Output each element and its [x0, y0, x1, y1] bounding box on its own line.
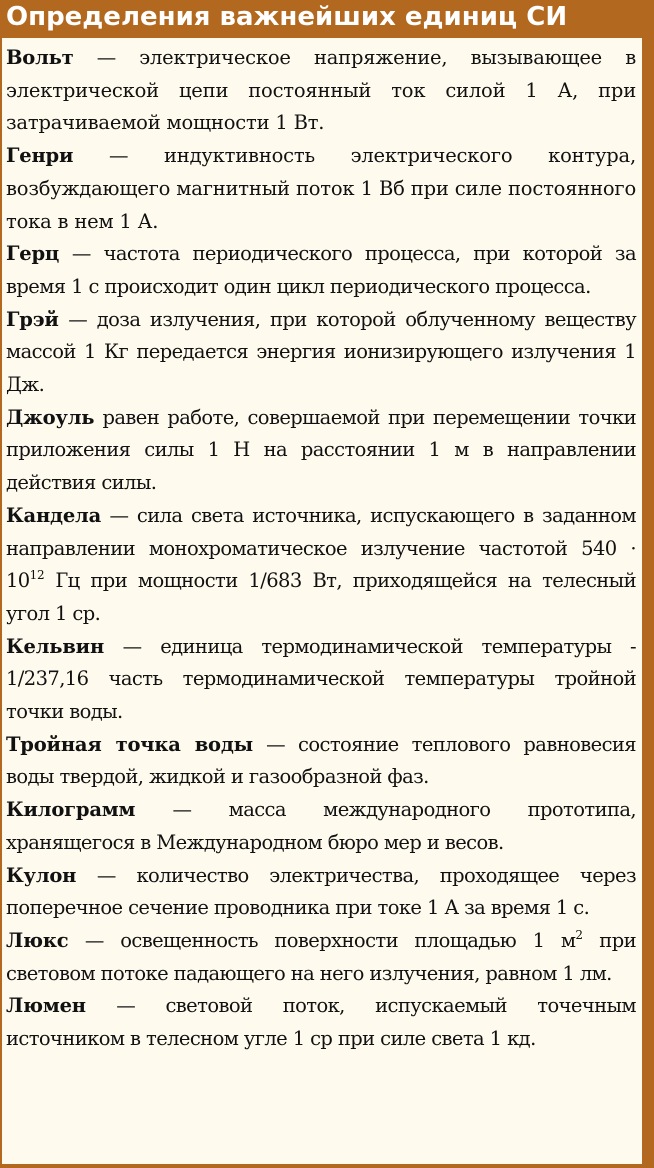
term-hertz: Герц [6, 242, 60, 266]
definition-entry-triple-point [6, 729, 636, 794]
definition-hertz: — частота периодического процесса, при которой за время 1 с происходит один цикл периодического процесса. [6, 242, 636, 298]
definition-triple-point: — состояние теплового равновесия воды твердой, жидкой и газообразной фаз. [6, 732, 636, 789]
definition-entry-volt [6, 42, 636, 140]
exponent-candela: 12 [29, 568, 45, 583]
term-kelvin: Кельвин [6, 634, 105, 658]
definition-entry-joule [6, 402, 636, 500]
definition-candela-part2: Гц при мощности 1/683 Вт, приходящейся на телесный угол 1 ср. [6, 569, 636, 625]
definition-entry-kelvin [6, 631, 636, 729]
definition-entry-gray [6, 304, 636, 402]
definition-entry-henry [6, 140, 636, 238]
definition-entry-kilogram [6, 794, 636, 859]
term-kilogram: Килограмм [6, 798, 136, 822]
definition-lumen: — световой поток, испускаемый точечным источником в телесном угле 1 ср при силе света 1 кд. [6, 994, 636, 1051]
definition-entry-lux [6, 925, 636, 990]
definitions-panel [2, 38, 642, 1164]
term-lux: Люкс [6, 928, 69, 952]
definition-entry-lumen [6, 990, 636, 1055]
term-triple-point: Тройная точка воды [6, 732, 254, 756]
definition-candela-part1: — сила света источника, испускающего в заданном направлении монохроматическое излучение частотой 540 · 10 [6, 503, 636, 593]
term-joule: Джоуль [6, 405, 95, 429]
definition-entry-hertz [6, 238, 636, 303]
exponent-lux: 2 [575, 927, 583, 942]
definition-gray: — доза излучения, при которой облученному веществу массой 1 Кг передается энергия ионизирующего излучения 1 Дж. [6, 307, 636, 397]
definition-entry-coulomb [6, 860, 636, 925]
definition-volt: — электрическое напряжение, вызывающее в электрической цепи постоянный ток силой 1 А, при затрачиваемой мощности 1 Вт. [6, 46, 636, 135]
definition-entry-candela [6, 500, 636, 631]
term-lumen: Люмен [6, 994, 86, 1018]
page-title: Определения важнейших единиц СИ [6, 2, 568, 32]
definition-kilogram: — масса международного прототипа, хранящегося в Международном бюро мер и весов. [6, 798, 636, 854]
term-candela: Кандела [6, 503, 102, 527]
term-henry: Генри [6, 144, 74, 168]
term-gray: Грэй [6, 307, 59, 331]
term-volt: Вольт [6, 46, 74, 69]
definition-joule: равен работе, совершаемой при перемещении точки приложения силы 1 Н на расстоянии 1 м в направлении действия силы. [6, 405, 636, 495]
title-bar [0, 0, 654, 36]
definition-henry: — индуктивность электрического контура, возбуждающего магнитный поток 1 Вб при силе постоянного тока в нем 1 А. [6, 144, 636, 233]
definition-lux-part1: — освещенность поверхности площадью 1 м [68, 928, 576, 952]
definition-coulomb: — количество электричества, проходящее через поперечное сечение проводника при токе 1 А за время 1 с. [6, 863, 636, 920]
definitions-list [6, 42, 636, 1056]
definition-kelvin: — единица термодинамической температуры - 1/237,16 часть термодинамической температуры тройной точки воды. [6, 634, 636, 724]
term-coulomb: Кулон [6, 863, 77, 887]
definition-lux-part2: при световом потоке падающего на него излучения, равном 1 лм. [6, 928, 636, 985]
